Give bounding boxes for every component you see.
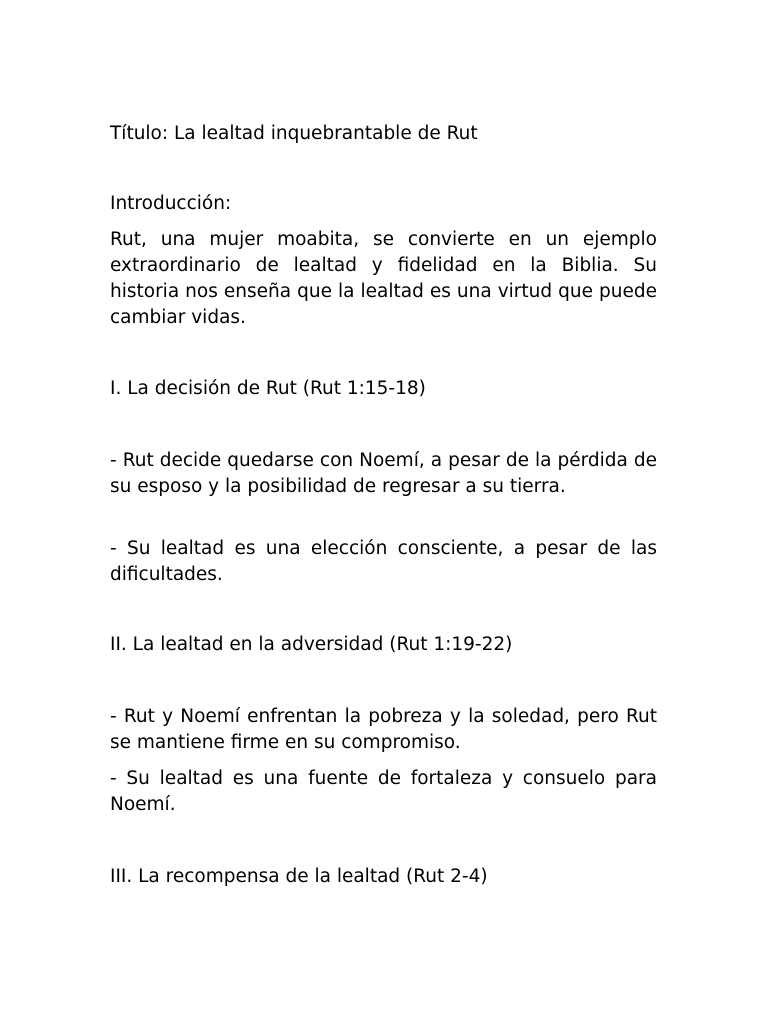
intro-heading: Introducción: bbox=[110, 193, 232, 214]
section-3-heading: III. La recompensa de la lealtad (Rut 2-4) bbox=[110, 866, 488, 887]
section-2-point-2: - Su lealtad es una fuente de fortaleza y consuelo para Noemí. bbox=[110, 768, 657, 815]
section-1-point-1: - Rut decide quedarse con Noemí, a pesar de la pérdida de su esposo y la posibilidad de regresar a su tierra. bbox=[110, 450, 657, 497]
document-title: Título: La lealtad inquebrantable de Rut bbox=[110, 123, 478, 144]
document-page bbox=[110, 0, 657, 1024]
section-2-heading: II. La lealtad en la adversidad (Rut 1:19-22) bbox=[110, 634, 513, 655]
intro-paragraph: Rut, una mujer moabita, se convierte en un ejemplo extraordinario de lealtad y fidelidad en la Biblia. Su historia nos enseña que la lealtad es una virtud que puede cambiar vidas. bbox=[110, 229, 657, 328]
section-2-point-1: - Rut y Noemí enfrentan la pobreza y la soledad, pero Rut se mantiene firme en su compromiso. bbox=[110, 706, 657, 753]
section-1-point-2: - Su lealtad es una elección consciente, a pesar de las dificultades. bbox=[110, 538, 657, 585]
section-1-heading: I. La decisión de Rut (Rut 1:15-18) bbox=[110, 378, 426, 399]
